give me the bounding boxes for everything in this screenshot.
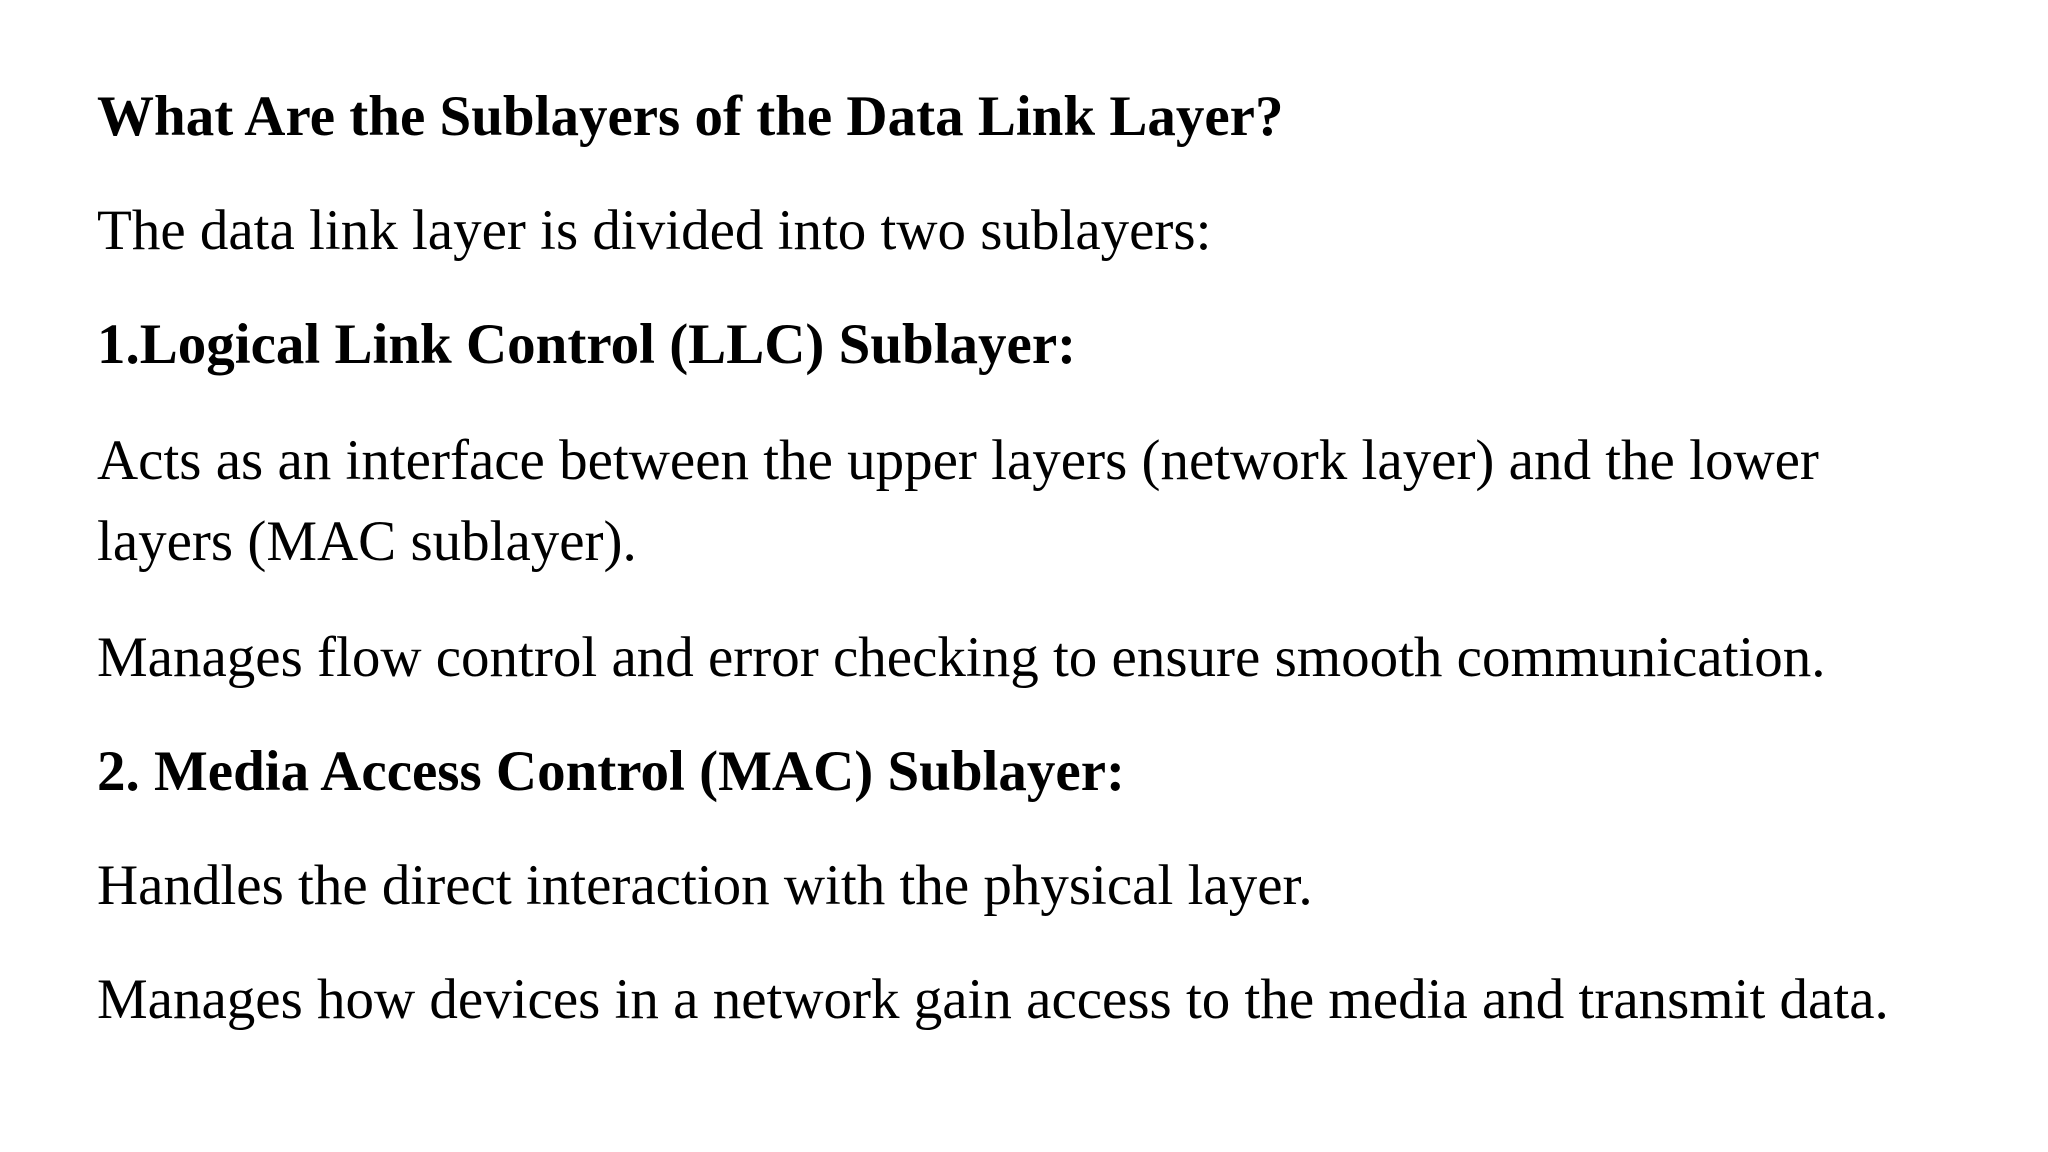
mac-paragraph-1: Handles the direct interaction with the physical layer. — [97, 854, 1313, 917]
intro-text: The data link layer is divided into two sublayers: — [97, 199, 1212, 262]
mac-paragraph-2: Manages how devices in a network gain access to the media and transmit data. — [97, 968, 1889, 1031]
page-heading: What Are the Sublayers of the Data Link Layer? — [97, 85, 1284, 148]
section-title-mac: 2. Media Access Control (MAC) Sublayer: — [97, 740, 1125, 803]
llc-paragraph-2: Manages flow control and error checking to ensure smooth communication. — [97, 626, 1826, 689]
section-title-llc: 1.Logical Link Control (LLC) Sublayer: — [97, 313, 1077, 376]
llc-paragraph-1: Acts as an interface between the upper layers (network layer) and the lower layers (MAC sublayer). — [97, 429, 1819, 573]
